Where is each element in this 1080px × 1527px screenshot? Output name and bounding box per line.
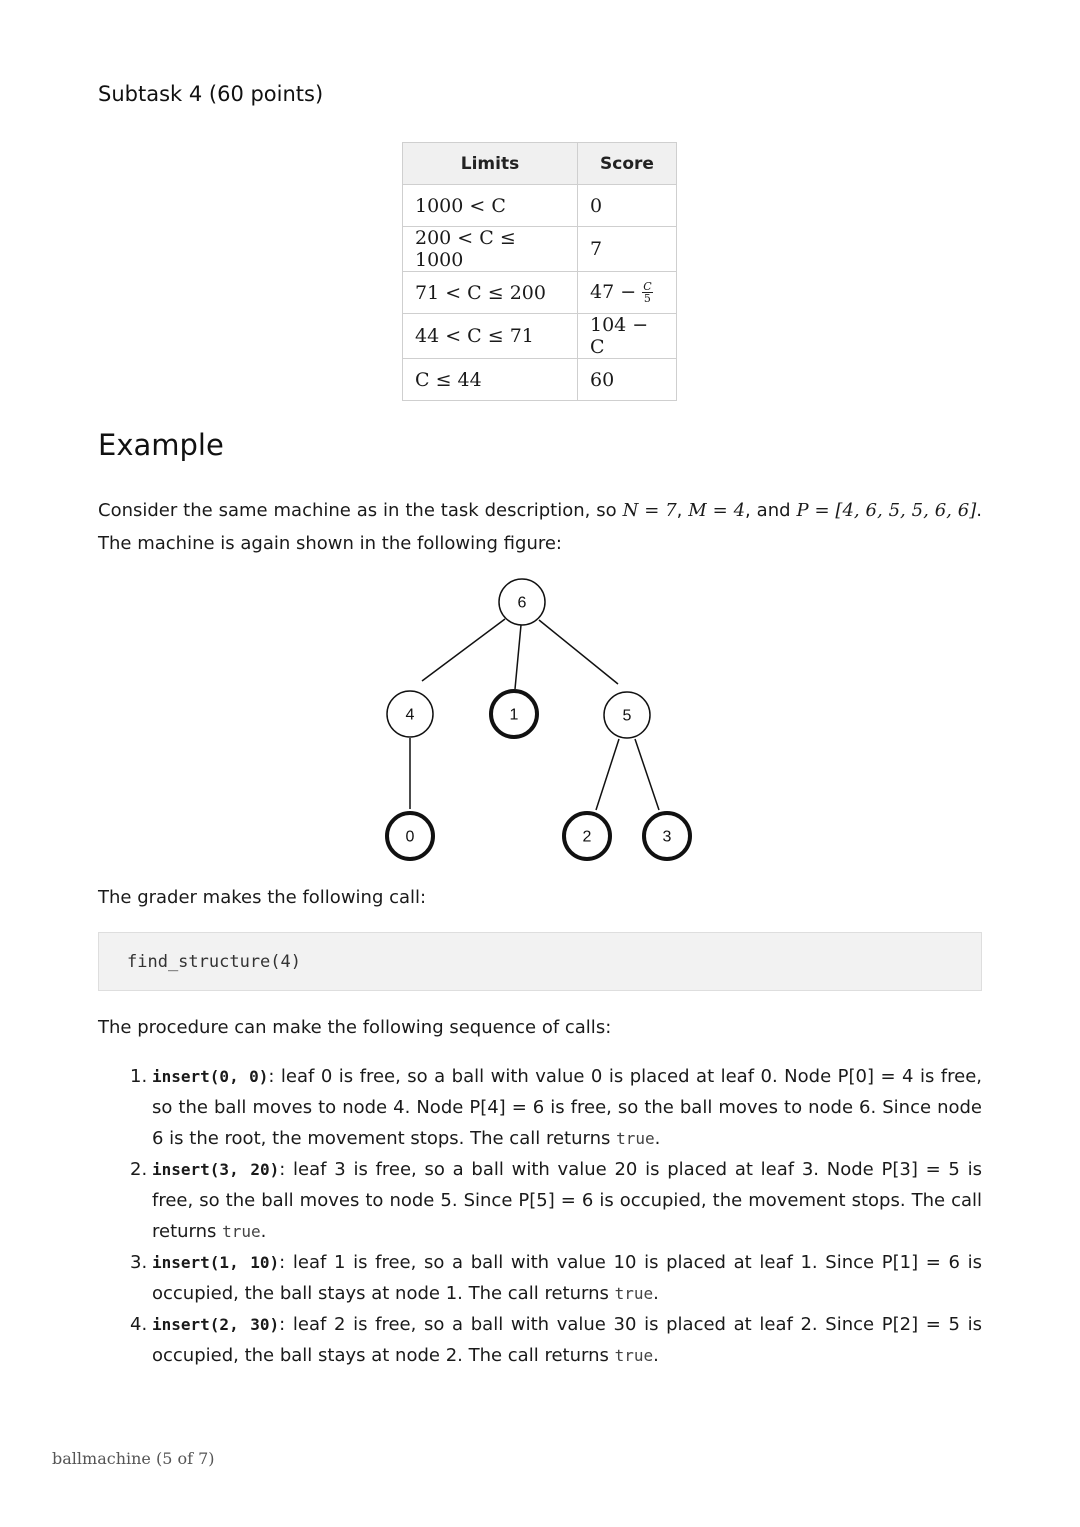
table-row <box>403 314 677 359</box>
list-item <box>130 1154 982 1247</box>
intro-math-n: N = 7 <box>622 500 677 521</box>
edge-5-2 <box>596 739 619 810</box>
call-sequence-list <box>130 1061 982 1371</box>
tree-node-label: 4 <box>405 706 415 724</box>
intro-separator: , and <box>745 500 797 521</box>
header-score: Score <box>578 143 677 185</box>
score-cell: 0 <box>578 185 677 227</box>
subtask-heading: Subtask 4 (60 points) <box>98 82 324 106</box>
limit-cell: 200 < C ≤ 1000 <box>403 227 578 272</box>
score-cell <box>578 272 677 314</box>
list-item-number: 4. <box>130 1314 148 1335</box>
edge-6-4 <box>422 619 505 681</box>
procedure-text: The procedure can make the following sequence of calls: <box>98 1017 612 1038</box>
insert-call: insert(3, 20) <box>152 1160 280 1179</box>
code-block <box>98 932 982 991</box>
page-footer: ballmachine (5 of 7) <box>52 1449 215 1468</box>
fraction-numerator: C <box>643 280 652 294</box>
return-value: true <box>614 1284 654 1303</box>
step-description: : leaf 1 is free, so a ball with value 10 is placed at leaf 1. Since P[1] = 6 is occupied, the ball stays at node 1. The call returns <box>152 1252 982 1304</box>
score-formula-prefix: 47 − <box>590 280 643 303</box>
grader-call-text: The grader makes the following call: <box>98 887 427 908</box>
step-description: : leaf 2 is free, so a ball with value 30 is placed at leaf 2. Since P[2] = 5 is occupied, the ball stays at node 2. The call returns <box>152 1314 982 1366</box>
intro-math-m: M = 4 <box>688 500 746 521</box>
step-end: . <box>653 1345 659 1366</box>
step-description: : leaf 3 is free, so a ball with value 20 is placed at leaf 3. Node P[3] = 5 is free, so the ball moves to node 5. Since P[5] = 6 is occupied, the movement stops. The call returns <box>152 1159 982 1242</box>
intro-math-p: P = [4, 6, 5, 5, 6, 6] <box>796 500 977 521</box>
step-description: : leaf 0 is free, so a ball with value 0 is placed at leaf 0. Node P[0] = 4 is free, so the ball moves to node 4. Node P[4] = 6 is free, so the ball moves to node 6. Since node 6 is the root, the movement stops. The call returns <box>152 1066 983 1149</box>
example-intro <box>98 494 982 560</box>
edge-6-1 <box>515 625 521 689</box>
return-value: true <box>222 1222 261 1241</box>
step-end: . <box>654 1128 661 1149</box>
table-header-row <box>403 143 677 185</box>
tree-node-label: 5 <box>622 707 632 725</box>
score-cell: 7 <box>578 227 677 272</box>
list-item-number: 1. <box>130 1066 148 1087</box>
return-value: true <box>616 1129 655 1148</box>
fraction-denominator: 5 <box>643 292 651 306</box>
score-cell: 104 − C <box>578 314 677 359</box>
list-item <box>130 1247 982 1309</box>
tree-diagram <box>380 575 700 870</box>
limit-cell: C ≤ 44 <box>403 359 578 401</box>
intro-separator: , <box>676 500 689 521</box>
list-item <box>130 1061 982 1154</box>
tree-node-label: 6 <box>517 594 527 612</box>
limit-cell: 44 < C ≤ 71 <box>403 314 578 359</box>
score-fraction <box>642 281 652 304</box>
list-item <box>130 1309 982 1371</box>
table-row <box>403 359 677 401</box>
limit-cell: 71 < C ≤ 200 <box>403 272 578 314</box>
insert-call: insert(1, 10) <box>152 1253 280 1272</box>
tree-node-label: 0 <box>405 828 415 846</box>
tree-node-label: 2 <box>582 828 592 846</box>
example-heading: Example <box>98 428 224 462</box>
insert-call: insert(2, 30) <box>152 1315 280 1334</box>
step-end: . <box>260 1221 267 1242</box>
score-table <box>402 142 677 401</box>
tree-node-label: 3 <box>662 828 672 846</box>
step-end: . <box>653 1283 659 1304</box>
list-item-number: 2. <box>130 1159 148 1180</box>
insert-call: insert(0, 0) <box>152 1067 269 1086</box>
tree-node-label: 1 <box>509 706 519 724</box>
intro-text-end: . The machine is again shown in the following figure: <box>98 500 982 554</box>
code-text: find_structure(4) <box>127 951 301 972</box>
intro-text: Consider the same machine as in the task description, so <box>98 500 623 521</box>
limit-cell: 1000 < C <box>403 185 578 227</box>
score-cell: 60 <box>578 359 677 401</box>
return-value: true <box>614 1346 654 1365</box>
header-limits: Limits <box>403 143 578 185</box>
list-item-number: 3. <box>130 1252 148 1273</box>
table-row <box>403 227 677 272</box>
table-row <box>403 272 677 314</box>
edge-6-5 <box>539 620 618 684</box>
edge-5-3 <box>635 739 659 810</box>
table-row <box>403 185 677 227</box>
